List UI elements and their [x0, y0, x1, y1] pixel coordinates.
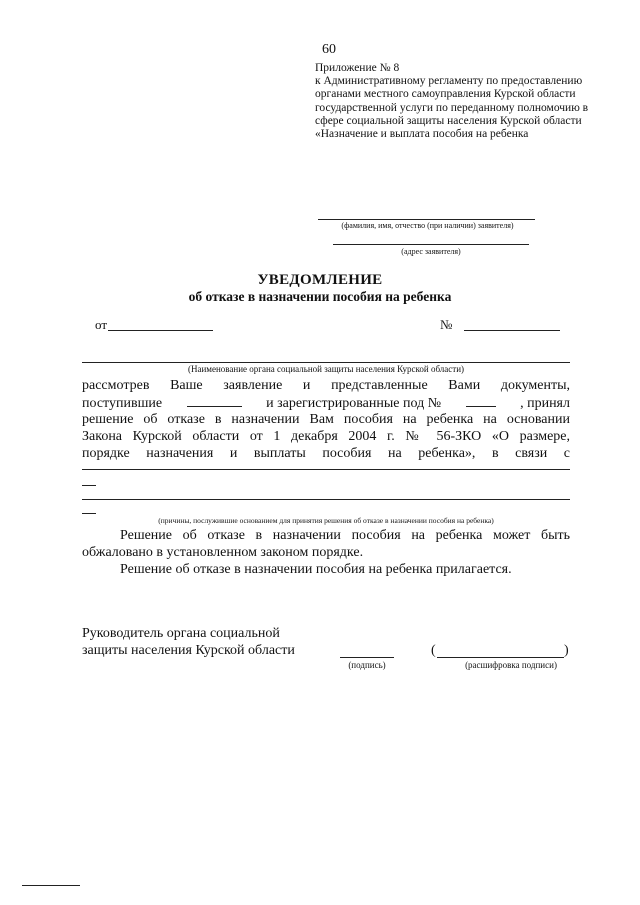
applicant-address-caption: (адрес заявителя) — [401, 247, 461, 256]
authority-caption: (Наименование органа социальной защиты населения Курской области) — [187, 364, 465, 374]
reasons-dash-1 — [82, 485, 96, 486]
notice-title: УВЕДОМЛЕНИЕ — [257, 272, 383, 288]
position-line-2: защиты населения Курской области — [82, 643, 295, 658]
appeal-text-1: Решение об отказе в назначении пособия на ребенка может быть — [120, 528, 570, 543]
decryption-caption: (расшифровка подписи) — [465, 660, 557, 670]
body-line-1: рассмотрев Ваше заявление и представленные Вами документы, — [82, 378, 570, 393]
appendix-title: Приложение № 8 — [315, 62, 400, 74]
decryption-paren-close: ) — [564, 643, 569, 658]
body-line-2-part-c: , принял — [520, 396, 570, 411]
body-line-2-part-b: и зарегистрированные под № — [266, 396, 442, 411]
reasons-dash-2 — [82, 513, 96, 514]
body-line-2-part-a: поступившие — [82, 396, 163, 411]
signature-caption: (подпись) — [348, 660, 386, 670]
footnote-separator — [22, 885, 80, 886]
from-label: от — [95, 317, 108, 332]
date-blank-line — [108, 330, 213, 331]
number-blank-line — [464, 330, 560, 331]
reasons-line-2 — [82, 499, 570, 500]
appeal-text-2: обжаловано в установленном законом порядке. — [82, 545, 364, 560]
applicant-name-line — [318, 219, 535, 220]
position-line-1: Руководитель органа социальной — [82, 626, 280, 641]
attachment-text: Решение об отказе в назначении пособия на ребенка прилагается. — [120, 562, 512, 577]
page-number: 60 — [322, 42, 336, 57]
decryption-paren-open: ( — [431, 643, 436, 658]
body-line-2 — [82, 394, 570, 412]
reasons-line-1 — [82, 469, 570, 470]
appendix-header — [315, 62, 615, 141]
reasons-caption: (причины, послужившие основанием для принятия решения об отказе в назначении пособия на ребенка) — [158, 516, 494, 525]
number-label: № — [440, 317, 453, 332]
notice-subtitle: об отказе в назначении пособия на ребенка — [188, 289, 452, 304]
signature-line — [340, 657, 394, 658]
body-line-3: решение об отказе в назначении Вам пособия на ребенка на основании — [82, 412, 570, 427]
decryption-line — [437, 657, 564, 658]
received-blank — [187, 394, 242, 407]
body-line-5: порядке назначения и выплаты пособия на ребенка», в связи с — [82, 446, 570, 461]
applicant-address-line — [333, 244, 529, 245]
authority-name-line — [82, 362, 570, 363]
applicant-name-caption: (фамилия, имя, отчество (при наличии) заявителя) — [341, 221, 514, 230]
appendix-text: к Административному регламенту по предоставлению органами местного самоуправления Курской области государственной услуги по переданному полномочию в сфере социальной защиты населения Курской области «Назначение и выплата пособия на ребенка — [315, 75, 589, 141]
body-line-4: Закона Курской области от 1 декабря 2004 г. № 56-ЗКО «О размере, — [82, 429, 570, 444]
registration-number-blank — [466, 394, 496, 407]
